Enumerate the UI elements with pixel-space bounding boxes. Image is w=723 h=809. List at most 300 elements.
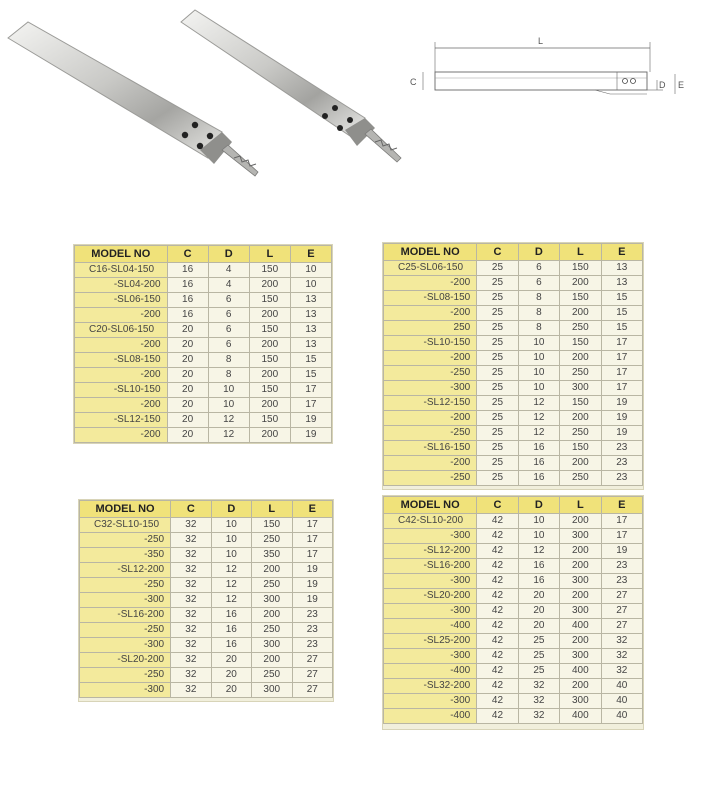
dimension-cell: 200 xyxy=(252,563,292,578)
table-row xyxy=(384,291,643,306)
dimension-cell: 150 xyxy=(560,336,601,351)
dimension-cell: 12 xyxy=(208,413,249,428)
dimension-cell: 150 xyxy=(560,441,601,456)
model-number-cell: -300 xyxy=(384,604,477,619)
table-row xyxy=(75,293,332,308)
table-row xyxy=(75,413,332,428)
column-header: L xyxy=(560,244,601,261)
table-row xyxy=(80,518,333,533)
table-header-row xyxy=(80,501,333,518)
dimension-cell: 200 xyxy=(252,653,292,668)
dimension-cell: 16 xyxy=(167,293,208,308)
dimension-cell: 32 xyxy=(171,518,211,533)
column-header: D xyxy=(208,246,249,263)
dimension-cell: 23 xyxy=(292,608,333,623)
dimension-cell: 300 xyxy=(252,593,292,608)
dimension-cell: 400 xyxy=(560,619,601,634)
model-number-cell: -300 xyxy=(384,574,477,589)
dimension-cell: 16 xyxy=(211,638,251,653)
dimension-cell: 23 xyxy=(601,471,642,486)
dimension-cell: 42 xyxy=(477,529,518,544)
dimension-cell: 6 xyxy=(518,276,559,291)
model-number-cell: -250 xyxy=(384,426,477,441)
column-header: L xyxy=(560,497,601,514)
dimension-cell: 400 xyxy=(560,664,601,679)
dimension-cell: 23 xyxy=(601,574,642,589)
dimension-cell: 250 xyxy=(560,366,601,381)
dimension-cell: 17 xyxy=(601,351,642,366)
dimension-cell: 42 xyxy=(477,514,518,529)
table-header-row xyxy=(384,244,643,261)
dimension-cell: 10 xyxy=(211,518,251,533)
dimension-cell: 6 xyxy=(208,293,249,308)
model-number-cell: -SL16-150 xyxy=(384,441,477,456)
dimension-cell: 200 xyxy=(560,589,601,604)
dimension-cell: 250 xyxy=(252,578,292,593)
column-header: C xyxy=(171,501,211,518)
dimension-cell: 150 xyxy=(560,291,601,306)
dimension-cell: 42 xyxy=(477,664,518,679)
dimension-cell: 12 xyxy=(518,396,559,411)
model-number-cell: -SL04-200 xyxy=(75,278,168,293)
dimension-cell: 16 xyxy=(518,441,559,456)
dimension-cell: 13 xyxy=(290,308,331,323)
dimension-cell: 6 xyxy=(208,308,249,323)
model-number-cell: -300 xyxy=(384,381,477,396)
dimension-cell: 300 xyxy=(560,649,601,664)
model-number-cell: -200 xyxy=(75,368,168,383)
model-number-cell: -SL10-150 xyxy=(384,336,477,351)
dimension-cell: 20 xyxy=(518,619,559,634)
dimension-cell: 20 xyxy=(167,428,208,443)
model-number-cell: -SL25-200 xyxy=(384,634,477,649)
dimension-cell: 400 xyxy=(560,709,601,724)
table-row xyxy=(75,338,332,353)
label-bore: D xyxy=(659,80,666,90)
tool-holder-photo-2 xyxy=(175,0,415,200)
dimension-cell: 20 xyxy=(167,398,208,413)
table-row xyxy=(80,548,333,563)
table-header-row xyxy=(75,246,332,263)
dimension-cell: 200 xyxy=(560,514,601,529)
table-row xyxy=(80,668,333,683)
dimension-cell: 200 xyxy=(249,308,290,323)
dimension-cell: 32 xyxy=(601,664,642,679)
dimension-cell: 20 xyxy=(167,353,208,368)
dimension-cell: 6 xyxy=(518,261,559,276)
dimension-cell: 19 xyxy=(601,426,642,441)
table-row xyxy=(80,623,333,638)
dimension-cell: 25 xyxy=(477,426,518,441)
dimension-cell: 25 xyxy=(477,351,518,366)
dimension-cell: 150 xyxy=(249,413,290,428)
dimension-cell: 25 xyxy=(477,456,518,471)
dimension-cell: 12 xyxy=(518,411,559,426)
dimension-cell: 32 xyxy=(171,623,211,638)
dimension-cell: 12 xyxy=(211,578,251,593)
dimension-cell: 10 xyxy=(211,533,251,548)
dimension-cell: 19 xyxy=(290,413,331,428)
model-number-cell: -SL12-200 xyxy=(80,563,171,578)
dimension-cell: 10 xyxy=(208,383,249,398)
dimension-cell: 42 xyxy=(477,604,518,619)
table-row xyxy=(384,306,643,321)
dimension-cell: 25 xyxy=(477,441,518,456)
dimension-cell: 12 xyxy=(211,563,251,578)
dimension-cell: 32 xyxy=(171,563,211,578)
label-length: L xyxy=(538,36,544,46)
dimension-cell: 19 xyxy=(292,563,333,578)
dimension-cell: 150 xyxy=(249,383,290,398)
dimension-cell: 42 xyxy=(477,619,518,634)
table-row xyxy=(384,396,643,411)
dimension-cell: 20 xyxy=(167,368,208,383)
model-number-cell: -SL10-150 xyxy=(75,383,168,398)
dimension-cell: 19 xyxy=(292,593,333,608)
dimension-cell: 17 xyxy=(601,366,642,381)
dimension-cell: 42 xyxy=(477,649,518,664)
dimension-cell: 8 xyxy=(518,291,559,306)
dimension-cell: 42 xyxy=(477,559,518,574)
dimension-cell: 17 xyxy=(292,533,333,548)
dimension-cell: 200 xyxy=(560,411,601,426)
model-number-cell: -250 xyxy=(80,578,171,593)
dimension-cell: 32 xyxy=(171,533,211,548)
spec-table-c25 xyxy=(382,242,644,490)
dimension-cell: 32 xyxy=(601,649,642,664)
dimension-cell: 10 xyxy=(518,336,559,351)
dimension-cell: 32 xyxy=(171,593,211,608)
column-header: MODEL NO xyxy=(384,244,477,261)
model-number-cell: -SL20-200 xyxy=(384,589,477,604)
table-row xyxy=(384,529,643,544)
column-header: L xyxy=(249,246,290,263)
dimension-cell: 13 xyxy=(290,323,331,338)
table-row xyxy=(384,634,643,649)
dimension-cell: 23 xyxy=(292,638,333,653)
table-row xyxy=(384,276,643,291)
dimension-cell: 27 xyxy=(292,683,333,698)
dimension-cell: 150 xyxy=(560,261,601,276)
column-header: MODEL NO xyxy=(75,246,168,263)
dimension-cell: 17 xyxy=(601,529,642,544)
dimension-cell: 6 xyxy=(208,323,249,338)
dimension-cell: 200 xyxy=(560,276,601,291)
dimension-cell: 15 xyxy=(290,368,331,383)
dimension-cell: 19 xyxy=(601,544,642,559)
dimension-cell: 25 xyxy=(477,261,518,276)
dimension-cell: 150 xyxy=(249,353,290,368)
dimension-cell: 300 xyxy=(252,683,292,698)
model-number-cell: -250 xyxy=(80,668,171,683)
dimension-cell: 20 xyxy=(167,323,208,338)
model-number-cell: -400 xyxy=(384,709,477,724)
model-number-cell: C25-SL06-150 xyxy=(384,261,477,276)
dimension-cell: 27 xyxy=(601,604,642,619)
dimension-cell: 250 xyxy=(252,623,292,638)
table-row xyxy=(384,559,643,574)
column-header: D xyxy=(518,244,559,261)
dimension-cell: 23 xyxy=(292,623,333,638)
table-row xyxy=(384,604,643,619)
dimension-cell: 13 xyxy=(290,338,331,353)
model-number-cell: -SL08-150 xyxy=(384,291,477,306)
dimension-cell: 20 xyxy=(211,653,251,668)
label-offset: E xyxy=(678,80,685,90)
dimension-cell: 19 xyxy=(290,428,331,443)
table-row xyxy=(384,679,643,694)
dimension-cell: 150 xyxy=(252,518,292,533)
model-number-cell: -300 xyxy=(384,529,477,544)
dimension-cell: 17 xyxy=(292,518,333,533)
table-row xyxy=(384,694,643,709)
dimension-diagram xyxy=(395,28,695,118)
dimension-cell: 40 xyxy=(601,694,642,709)
table-row xyxy=(384,589,643,604)
model-number-cell: C20-SL06-150 xyxy=(75,323,168,338)
table-row xyxy=(384,471,643,486)
dimension-cell: 12 xyxy=(211,593,251,608)
dimension-cell: 300 xyxy=(560,574,601,589)
dimension-cell: 42 xyxy=(477,634,518,649)
model-number-cell: -300 xyxy=(384,649,477,664)
dimension-cell: 32 xyxy=(171,578,211,593)
dimension-cell: 200 xyxy=(560,306,601,321)
dimension-cell: 20 xyxy=(211,668,251,683)
model-number-cell: -SL16-200 xyxy=(384,559,477,574)
dimension-cell: 10 xyxy=(518,514,559,529)
model-number-cell: -200 xyxy=(75,308,168,323)
table-row xyxy=(75,308,332,323)
model-number-cell: C42-SL10-200 xyxy=(384,514,477,529)
dimension-cell: 10 xyxy=(518,351,559,366)
table-row xyxy=(75,368,332,383)
dimension-cell: 200 xyxy=(560,634,601,649)
dimension-cell: 25 xyxy=(477,366,518,381)
dimension-cell: 200 xyxy=(249,398,290,413)
dimension-cell: 15 xyxy=(290,353,331,368)
table-row xyxy=(384,456,643,471)
dimension-cell: 4 xyxy=(208,263,249,278)
dimension-cell: 250 xyxy=(560,471,601,486)
dimension-cell: 23 xyxy=(601,559,642,574)
table-row xyxy=(384,664,643,679)
table-row xyxy=(75,353,332,368)
dimension-cell: 23 xyxy=(601,456,642,471)
model-number-cell: -300 xyxy=(384,694,477,709)
dimension-cell: 200 xyxy=(252,608,292,623)
dimension-cell: 20 xyxy=(518,604,559,619)
table-row xyxy=(384,366,643,381)
dimension-cell: 250 xyxy=(252,533,292,548)
dimension-cell: 15 xyxy=(601,306,642,321)
dimension-cell: 25 xyxy=(477,471,518,486)
table-row xyxy=(80,533,333,548)
dimension-cell: 32 xyxy=(518,709,559,724)
table-row xyxy=(80,608,333,623)
dimension-cell: 150 xyxy=(249,263,290,278)
dimension-cell: 12 xyxy=(208,428,249,443)
spec-table-c16-c20 xyxy=(73,244,333,444)
dimension-cell: 17 xyxy=(292,548,333,563)
dimension-cell: 150 xyxy=(249,323,290,338)
model-number-cell: C32-SL10-150 xyxy=(80,518,171,533)
dimension-cell: 8 xyxy=(208,353,249,368)
dimension-cell: 32 xyxy=(171,683,211,698)
dimension-cell: 13 xyxy=(601,276,642,291)
dimension-cell: 32 xyxy=(171,638,211,653)
table-row xyxy=(384,441,643,456)
table-row xyxy=(384,426,643,441)
dimension-cell: 42 xyxy=(477,574,518,589)
dimension-cell: 23 xyxy=(601,441,642,456)
dimension-cell: 300 xyxy=(560,604,601,619)
dimension-cell: 10 xyxy=(518,529,559,544)
dimension-cell: 250 xyxy=(252,668,292,683)
model-number-cell: -300 xyxy=(80,683,171,698)
table-row xyxy=(384,544,643,559)
model-number-cell: -200 xyxy=(384,276,477,291)
dimension-cell: 42 xyxy=(477,544,518,559)
dimension-cell: 16 xyxy=(167,278,208,293)
dimension-cell: 15 xyxy=(601,291,642,306)
dimension-cell: 32 xyxy=(518,694,559,709)
dimension-cell: 19 xyxy=(292,578,333,593)
dimension-cell: 10 xyxy=(208,398,249,413)
model-number-cell: -300 xyxy=(80,593,171,608)
model-number-cell: C16-SL04-150 xyxy=(75,263,168,278)
dimension-cell: 150 xyxy=(249,293,290,308)
dimension-cell: 25 xyxy=(477,396,518,411)
dimension-cell: 25 xyxy=(477,291,518,306)
dimension-cell: 17 xyxy=(601,514,642,529)
table-row xyxy=(75,323,332,338)
table-row xyxy=(384,321,643,336)
table-row xyxy=(384,336,643,351)
table-header-row xyxy=(384,497,643,514)
dimension-cell: 19 xyxy=(601,411,642,426)
dimension-cell: 200 xyxy=(560,559,601,574)
model-number-cell: -200 xyxy=(75,338,168,353)
dimension-cell: 12 xyxy=(518,426,559,441)
model-number-cell: -250 xyxy=(80,623,171,638)
dimension-cell: 300 xyxy=(252,638,292,653)
dimension-cell: 10 xyxy=(290,278,331,293)
dimension-cell: 20 xyxy=(167,383,208,398)
dimension-cell: 200 xyxy=(560,456,601,471)
dimension-cell: 25 xyxy=(518,664,559,679)
dimension-cell: 27 xyxy=(601,619,642,634)
dimension-cell: 32 xyxy=(601,634,642,649)
dimension-cell: 16 xyxy=(518,574,559,589)
dimension-cell: 200 xyxy=(560,679,601,694)
dimension-cell: 25 xyxy=(477,276,518,291)
model-number-cell: -350 xyxy=(80,548,171,563)
column-header: C xyxy=(167,246,208,263)
dimension-cell: 42 xyxy=(477,694,518,709)
dimension-cell: 17 xyxy=(290,383,331,398)
model-number-cell: -400 xyxy=(384,664,477,679)
dimension-cell: 16 xyxy=(167,308,208,323)
column-header: E xyxy=(290,246,331,263)
dimension-cell: 300 xyxy=(560,694,601,709)
model-number-cell: -SL12-200 xyxy=(384,544,477,559)
dimension-cell: 12 xyxy=(518,544,559,559)
dimension-cell: 10 xyxy=(518,381,559,396)
column-header: L xyxy=(252,501,292,518)
column-header: MODEL NO xyxy=(384,497,477,514)
model-number-cell: -SL20-200 xyxy=(80,653,171,668)
column-header: MODEL NO xyxy=(80,501,171,518)
dimension-cell: 4 xyxy=(208,278,249,293)
column-header: C xyxy=(477,244,518,261)
model-number-cell: -SL08-150 xyxy=(75,353,168,368)
table-row xyxy=(384,351,643,366)
table-row xyxy=(80,578,333,593)
dimension-cell: 8 xyxy=(208,368,249,383)
column-header: E xyxy=(601,244,642,261)
model-number-cell: -400 xyxy=(384,619,477,634)
column-header: D xyxy=(518,497,559,514)
model-number-cell: -200 xyxy=(75,398,168,413)
table-row xyxy=(80,593,333,608)
dimension-cell: 17 xyxy=(601,381,642,396)
table-row xyxy=(80,638,333,653)
table-row xyxy=(384,709,643,724)
table-row xyxy=(75,398,332,413)
dimension-cell: 25 xyxy=(477,411,518,426)
dimension-cell: 42 xyxy=(477,679,518,694)
dimension-cell: 250 xyxy=(560,426,601,441)
table-row xyxy=(384,261,643,276)
model-number-cell: -250 xyxy=(384,471,477,486)
dimension-cell: 25 xyxy=(477,336,518,351)
dimension-cell: 300 xyxy=(560,381,601,396)
dimension-cell: 16 xyxy=(167,263,208,278)
table-row xyxy=(80,563,333,578)
table-row xyxy=(80,683,333,698)
dimension-cell: 16 xyxy=(518,471,559,486)
model-number-cell: -250 xyxy=(384,366,477,381)
dimension-cell: 10 xyxy=(290,263,331,278)
dimension-cell: 40 xyxy=(601,679,642,694)
model-number-cell: -SL32-200 xyxy=(384,679,477,694)
dimension-cell: 10 xyxy=(211,548,251,563)
table-row xyxy=(384,619,643,634)
model-number-cell: -250 xyxy=(80,533,171,548)
table-row xyxy=(80,653,333,668)
dimension-cell: 8 xyxy=(518,306,559,321)
label-shank: C xyxy=(410,77,417,87)
dimension-cell: 19 xyxy=(601,396,642,411)
dimension-cell: 200 xyxy=(560,351,601,366)
dimension-cell: 300 xyxy=(560,529,601,544)
model-number-cell: -200 xyxy=(384,351,477,366)
column-header: E xyxy=(292,501,333,518)
dimension-cell: 20 xyxy=(211,683,251,698)
dimension-cell: 13 xyxy=(601,261,642,276)
dimension-cell: 200 xyxy=(560,544,601,559)
model-number-cell: -200 xyxy=(384,456,477,471)
dimension-cell: 27 xyxy=(292,668,333,683)
dimension-cell: 32 xyxy=(171,668,211,683)
dimension-cell: 32 xyxy=(518,679,559,694)
dimension-cell: 250 xyxy=(560,321,601,336)
dimension-cell: 150 xyxy=(560,396,601,411)
table-row xyxy=(75,263,332,278)
table-row xyxy=(384,411,643,426)
dimension-cell: 20 xyxy=(518,589,559,604)
